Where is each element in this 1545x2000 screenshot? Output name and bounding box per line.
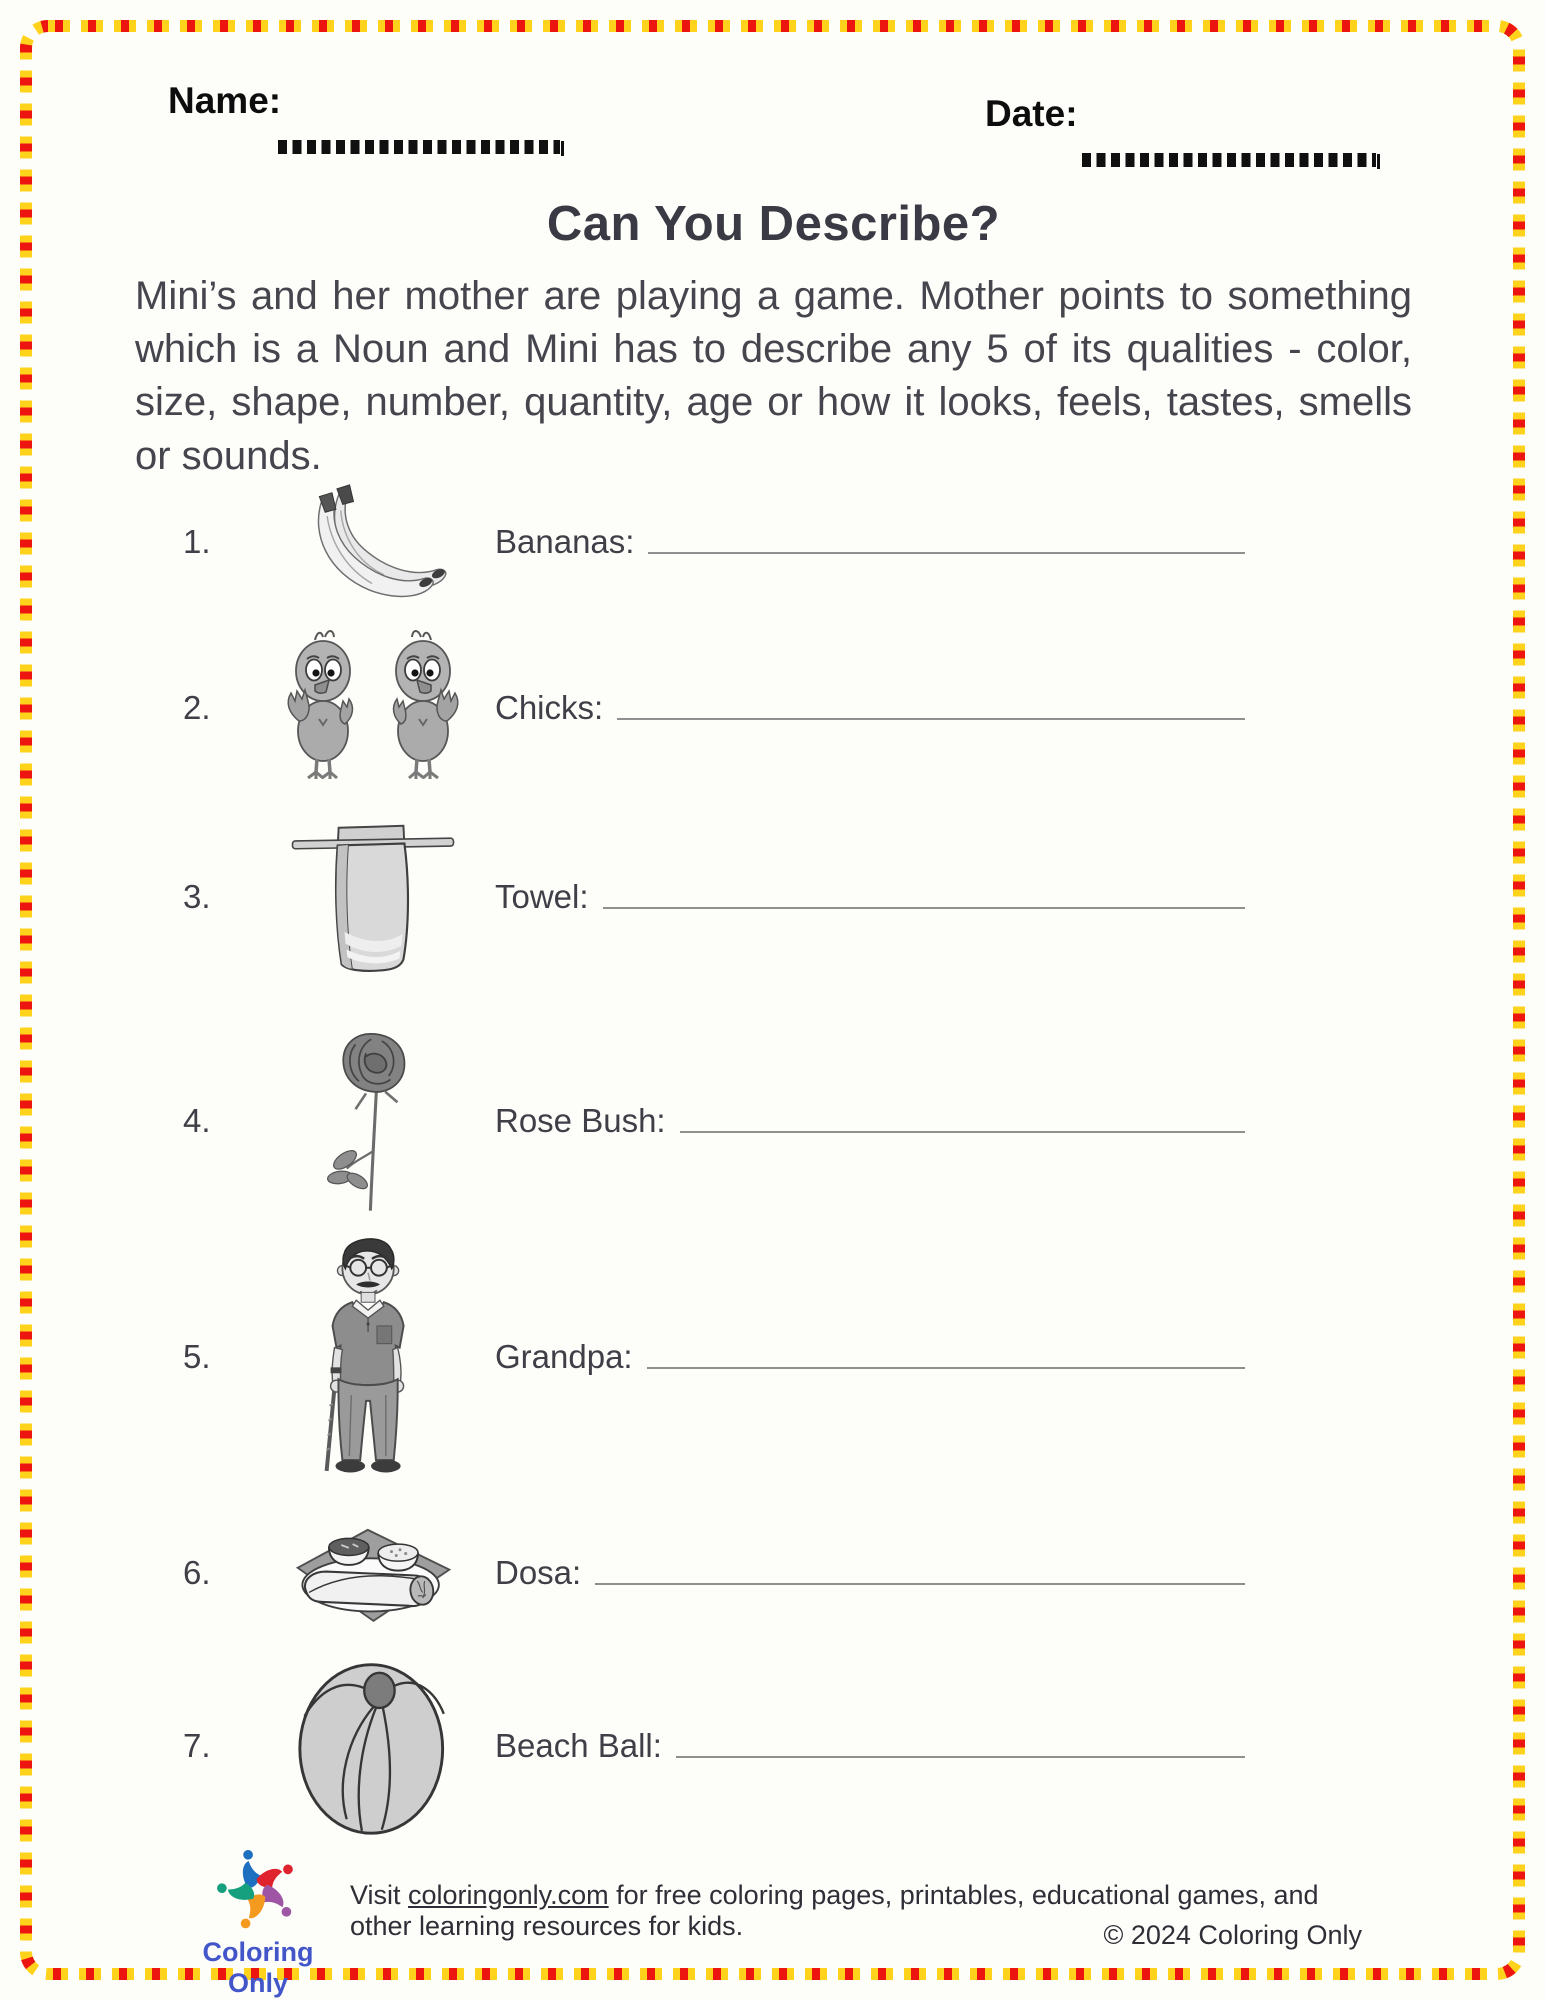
- item-row-beach-ball: [135, 1648, 1245, 1844]
- name-label: Name:: [168, 80, 282, 121]
- item-row-dosa: [135, 1502, 1245, 1644]
- answer-line: [603, 907, 1245, 909]
- beach-ball-illustration: [294, 1655, 452, 1837]
- item-row-grandpa: [135, 1226, 1245, 1488]
- dosa-illustration: [279, 1509, 467, 1637]
- item-row-chicks: [135, 620, 1245, 796]
- item-number: 3.: [183, 878, 211, 915]
- answer-line: [595, 1583, 1245, 1585]
- item-number: 6.: [183, 1554, 211, 1591]
- name-dotted-line: [278, 140, 560, 154]
- answer-line: [680, 1131, 1245, 1133]
- item-label: Chicks:: [495, 689, 604, 726]
- towel-illustration: [287, 816, 459, 978]
- item-number: 5.: [183, 1338, 211, 1375]
- item-label: Dosa:: [495, 1554, 582, 1591]
- item-number: 2.: [183, 689, 211, 726]
- chicks-illustration: [275, 627, 471, 789]
- instructions-text: Mini’s and her mother are playing a game. Mother points to something which is a Noun and Mini has to describe any 5 of its qualities - color, size, shape, number, quantity, age or how it looks, feels, tastes, smells or sounds.: [135, 274, 1412, 478]
- item-number: 1.: [183, 523, 211, 560]
- answer-line: [648, 552, 1245, 554]
- item-row-bananas: [135, 468, 1245, 616]
- page-title: Can You Describe?: [546, 197, 1001, 251]
- item-row-towel: [135, 808, 1245, 986]
- grandpa-illustration: [299, 1231, 447, 1483]
- footer-copyright: © 2024 Coloring Only: [1103, 1920, 1362, 1950]
- answer-line: [647, 1367, 1245, 1369]
- bananas-illustration: [278, 481, 468, 603]
- visit-suffix: for free coloring pages, printables, educational games, and other learning resources for kids.: [350, 1880, 1319, 1941]
- coloringonly-link[interactable]: coloringonly.com: [408, 1880, 609, 1910]
- item-label: Towel:: [495, 878, 589, 915]
- coloring-only-logo: [178, 1842, 338, 1999]
- answer-line: [617, 718, 1245, 720]
- date-dotted-line: [1082, 153, 1376, 167]
- coloring-only-logo-text: Coloring Only: [202, 1937, 314, 1998]
- date-label: Date:: [985, 93, 1078, 134]
- visit-prefix: Visit: [350, 1880, 409, 1910]
- item-number: 4.: [183, 1102, 211, 1139]
- answer-line: [676, 1756, 1245, 1758]
- item-label: Grandpa:: [495, 1338, 633, 1375]
- item-label: Rose Bush:: [495, 1102, 666, 1139]
- item-label: Beach Ball:: [495, 1727, 662, 1764]
- item-row-rose-bush: [135, 1022, 1245, 1220]
- rose-bush-illustration: [320, 1027, 426, 1215]
- item-number: 7.: [183, 1727, 211, 1764]
- item-label: Bananas:: [495, 523, 635, 560]
- coloring-only-star-icon: [214, 1842, 302, 1930]
